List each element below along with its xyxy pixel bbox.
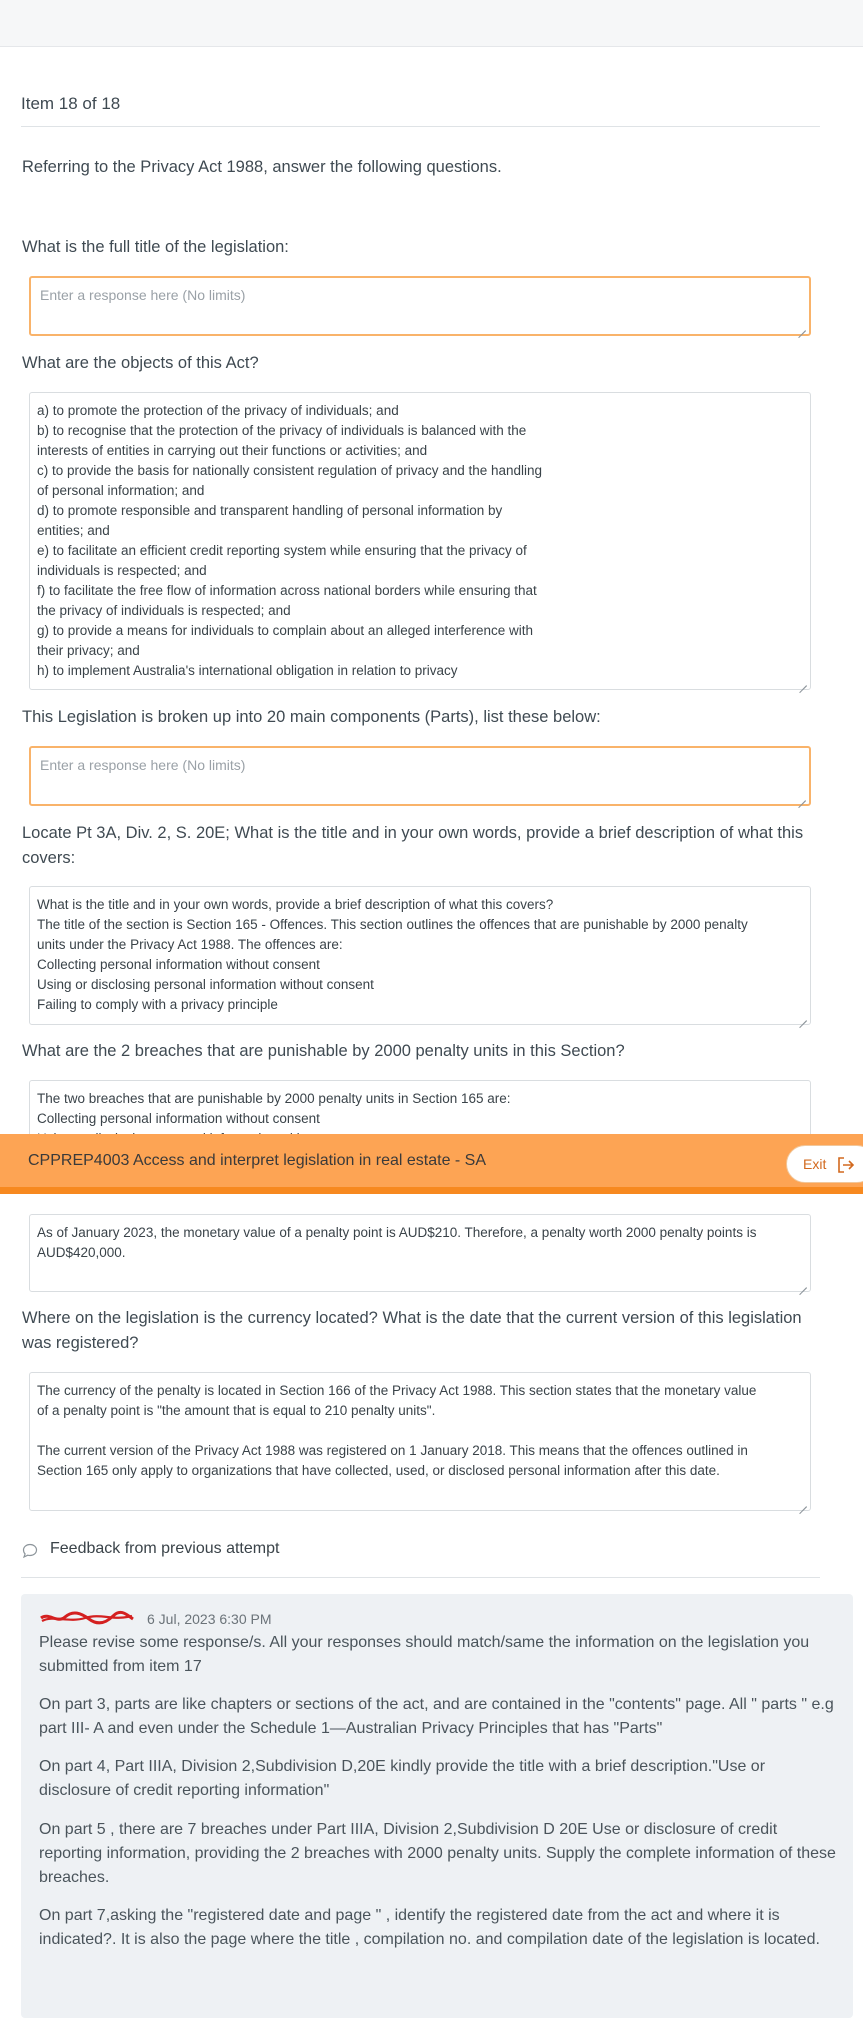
divider (21, 126, 820, 127)
exit-icon (837, 1157, 855, 1173)
question-6-answer-field[interactable] (29, 1214, 811, 1292)
comment-icon (22, 1543, 38, 1559)
answer-placeholder: Enter a response here (No limits) (40, 757, 246, 773)
question-7-answer-field[interactable] (29, 1372, 811, 1511)
exit-button[interactable] (786, 1145, 863, 1183)
question-3-label: This Legislation is broken up into 20 main components (Parts), list these below: (22, 708, 601, 726)
question-2-answer-field[interactable] (29, 392, 811, 690)
resize-handle-icon[interactable] (799, 1013, 807, 1021)
answer-text: As of January 2023, the monetary value of a penalty point is AUD$210. Therefore, a penalty worth 2000 penalty points is AUD$420,000. (37, 1225, 757, 1260)
course-title: CPPREP4003 Access and interpret legislation in real estate - SA (28, 1152, 487, 1169)
exit-label: Exit (803, 1156, 827, 1172)
top-bar (0, 0, 863, 47)
answer-text: a) to promote the protection of the privacy of individuals; and b) to recognise that the protection of the privacy of individuals is balanced with the interests of entities in carrying out their functions or activities; and c) to provide the basis for nationally consistent regulation of privacy and the handling of personal information; and d) to promote responsible and transparent handling of personal information by entities; and e) to facilitate an efficient credit reporting system while ensuring that the privacy of individuals is respected; and f) to facilitate the free flow of information across national borders while ensuring that the privacy of individuals is respected; and g) to provide a means for individuals to complain about an alleged interference with their privacy; and h) to implement Australia's international obligation in relation to privacy (37, 403, 543, 678)
answer-text: What is the title and in your own words, provide a brief description of what this covers? The title of the section is Section 165 - Offences. This section outlines the offences that are punishable by 2000 penalty units under the Privacy Act 1988. The offences are: Collecting personal information without consent Using or disclosing personal information without consent Failing to comply with a privacy principle (37, 897, 748, 1012)
item-counter: Item 18 of 18 (21, 94, 121, 113)
question-4-answer-field[interactable] (29, 886, 811, 1025)
resize-handle-icon[interactable] (799, 1499, 807, 1507)
feedback-paragraph: Please revise some response/s. All your responses should match/same the information on the legislation you submitted from item 17 (39, 1634, 810, 1675)
answer-text: The currency of the penalty is located in Section 166 of the Privacy Act 1988. This section states that the monetary value of a penalty point is "the amount that is equal to 210 penalty units". The current version of the Privacy Act 1988 was registered on 1 January 2018. This means that the offences outlined in Section 165 only apply to organizations that have collected, used, or disclosed personal information after this date. (37, 1383, 757, 1478)
resize-handle-icon[interactable] (799, 1280, 807, 1288)
answer-text: The two breaches that are punishable by 2000 penalty units in Section 165 are: Collecting personal information without consent (37, 1091, 511, 1126)
resize-handle-icon[interactable] (798, 323, 806, 331)
feedback-paragraph: On part 3, parts are like chapters or sections of the act, and are contained in the "contents" page. All " parts " e.g part III- A and even under the Schedule 1—Australian Privacy Principles that has "Parts" (39, 1696, 834, 1737)
resize-handle-icon[interactable] (799, 678, 807, 686)
divider (21, 1577, 820, 1578)
question-1-label: What is the full title of the legislation: (22, 238, 289, 256)
feedback-paragraph: On part 4, Part IIIA, Division 2,Subdivision D,20E kindly provide the title with a brief description."Use or disclosure of credit reporting information" (39, 1758, 766, 1799)
question-4-label: Locate Pt 3A, Div. 2, S. 20E; What is the title and in your own words, provide a brief description of what this covers: (22, 824, 804, 867)
feedback-paragraph: On part 7,asking the "registered date and page " , identify the registered date from the act and where it is indicated?. It is also the page where the title , compilation no. and compilation date of the legislation is located. (39, 1907, 820, 1948)
answer-placeholder: Enter a response here (No limits) (40, 287, 246, 303)
intro-text: Referring to the Privacy Act 1988, answer the following questions. (22, 158, 502, 176)
question-1-answer-field[interactable] (29, 276, 811, 336)
feedback-date: 6 Jul, 2023 6:30 PM (147, 1611, 272, 1627)
question-7-label: Where on the legislation is the currency located? What is the date that the current version of this legislation was registered? (22, 1309, 802, 1352)
question-3-answer-field[interactable] (29, 746, 811, 806)
feedback-heading-text: Feedback from previous attempt (50, 1540, 280, 1557)
redaction-mark (39, 1609, 135, 1627)
course-banner (0, 1134, 863, 1194)
question-5-label: What are the 2 breaches that are punishable by 2000 penalty units in this Section? (22, 1042, 625, 1060)
resize-handle-icon[interactable] (798, 793, 806, 801)
question-2-label: What are the objects of this Act? (22, 354, 259, 372)
feedback-paragraph: On part 5 , there are 7 breaches under Part IIIA, Division 2,Subdivision D 20E Use or disclosure of credit reporting information, providing the 2 breaches with 2000 penalty units. Supply the complete information of these breaches. (39, 1821, 836, 1886)
feedback-panel (21, 1594, 853, 2018)
